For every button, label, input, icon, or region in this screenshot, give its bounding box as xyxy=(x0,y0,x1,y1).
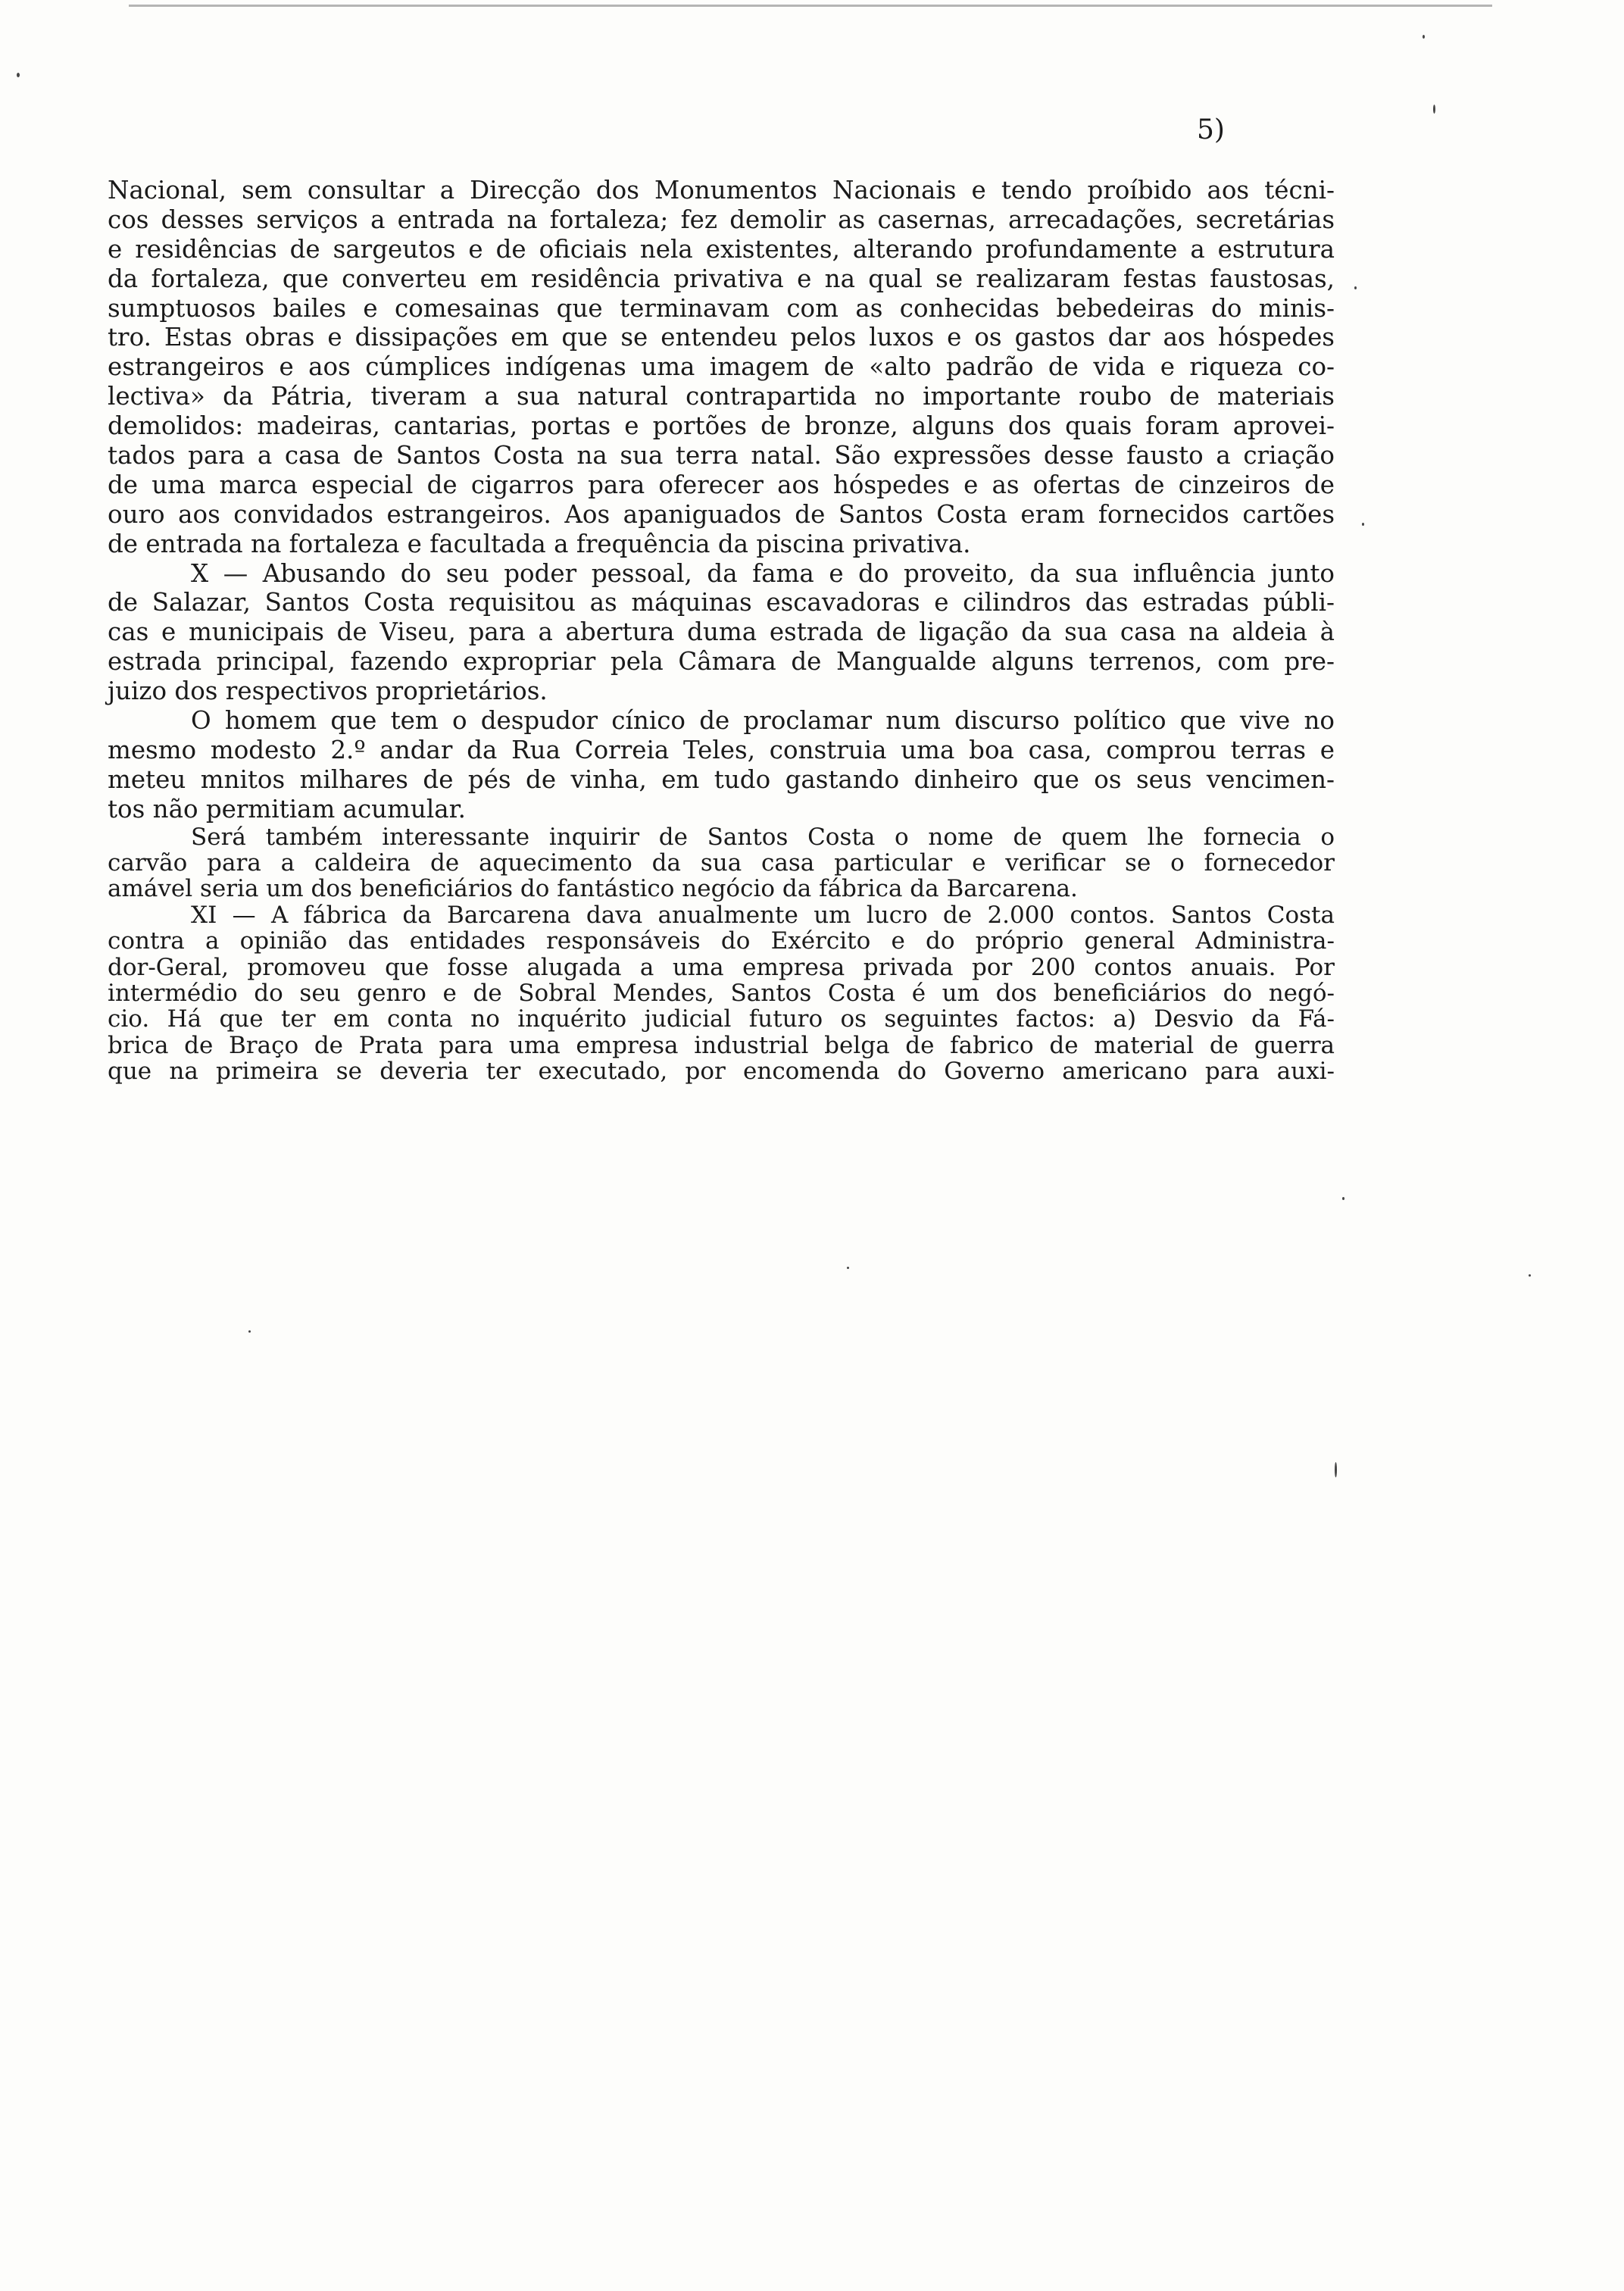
text-line: dor-Geral, promoveu que fosse alugada a uma empresa privada por 200 contos anuais. Por xyxy=(108,953,1335,981)
text-line: lectiva» da Pátria, tiveram a sua natural contrapartida no importante roubo de materiais xyxy=(108,382,1335,411)
text-line: juizo dos respectivos proprietários. xyxy=(108,677,548,706)
scan-speck xyxy=(1342,1197,1344,1200)
text-line: sumptuosos bailes e comesainas que terminavam com as conhecidas bebedeiras do minis- xyxy=(108,293,1335,323)
text-line: Nacional, sem consultar a Direcção dos Monumentos Nacionais e tendo proíbido aos técni- xyxy=(108,176,1335,205)
text-line: estrangeiros e aos cúmplices indígenas uma imagem de «alto padrão de vida e riqueza co- xyxy=(108,352,1335,382)
text-line: amável seria um dos beneficiários do fantástico negócio da fábrica da Barcarena. xyxy=(108,875,1078,903)
text-line: XI — A fábrica da Barcarena dava anualmente um lucro de 2.000 contos. Santos Costa xyxy=(191,901,1335,929)
scan-speck xyxy=(248,1330,251,1333)
document-body xyxy=(108,176,1335,1085)
text-line: cas e municipais de Viseu, para a abertura duma estrada de ligação da sua casa na aldeia à xyxy=(108,617,1335,647)
text-line: tados para a casa de Santos Costa na sua terra natal. São expressões desse fausto a criação xyxy=(108,441,1335,470)
text-line: X — Abusando do seu poder pessoal, da fama e do proveito, da sua influência junto xyxy=(191,558,1335,588)
text-line: tro. Estas obras e dissipações em que se entendeu pelos luxos e os gastos dar aos hóspedes xyxy=(108,323,1335,352)
text-line: que na primeira se deveria ter executado, por encomenda do Governo americano para auxi- xyxy=(108,1058,1335,1086)
scan-top-rule xyxy=(129,5,1492,7)
page-number: 5) xyxy=(1197,114,1225,145)
text-line: mesmo modesto 2.º andar da Rua Correia Teles, construia uma boa casa, comprou terras e xyxy=(108,735,1335,764)
text-line: de Salazar, Santos Costa requisitou as máquinas escavadoras e cilindros das estradas públi- xyxy=(108,588,1335,617)
text-line: tos não permitiam acumular. xyxy=(108,794,466,824)
text-line: brica de Braço de Prata para uma empresa industrial belga de fabrico de material de guerra xyxy=(108,1031,1335,1059)
text-line: intermédio do seu genro e de Sobral Mendes, Santos Costa é um dos beneficiários do negó- xyxy=(108,979,1335,1007)
text-line: cos desses serviços a entrada na fortaleza; fez demolir as casernas, arrecadações, secretárias xyxy=(108,205,1335,234)
text-line: cio. Há que ter em conta no inquérito judicial futuro os seguintes factos: a) Desvio da Fá- xyxy=(108,1005,1335,1033)
text-line: de entrada na fortaleza e facultada a frequência da piscina privativa. xyxy=(108,529,971,558)
text-line: estrada principal, fazendo expropriar pela Câmara de Mangualde alguns terrenos, com pre- xyxy=(108,647,1335,677)
paragraph xyxy=(108,824,1335,902)
text-line: contra a opinião das entidades responsáveis do Exército e do próprio general Administra- xyxy=(108,927,1335,955)
scan-speck xyxy=(1433,105,1435,114)
scan-speck xyxy=(1529,1274,1531,1277)
text-line: ouro aos convidados estrangeiros. Aos apaniguados de Santos Costa eram fornecidos cartões xyxy=(108,499,1335,529)
paragraph xyxy=(108,706,1335,824)
paragraph xyxy=(108,902,1335,1085)
text-line: Será também interessante inquirir de Santos Costa o nome de quem lhe fornecia o xyxy=(191,823,1335,851)
text-line: de uma marca especial de cigarros para oferecer aos hóspedes e as ofertas de cinzeiros de xyxy=(108,470,1335,499)
scan-speck xyxy=(1354,286,1357,289)
scan-speck xyxy=(1335,1462,1337,1477)
scan-speck xyxy=(17,73,20,77)
scan-speck xyxy=(1362,523,1364,526)
text-line: demolidos: madeiras, cantarias, portas e portões de bronze, alguns dos quais foram aprovei- xyxy=(108,411,1335,441)
text-line: da fortaleza, que converteu em residência privativa e na qual se realizaram festas faustosas, xyxy=(108,264,1335,293)
paragraph xyxy=(108,176,1335,559)
text-line: e residências de sargeutos e de oficiais nela existentes, alterando profundamente a estrutura xyxy=(108,234,1335,264)
paragraph xyxy=(108,559,1335,706)
text-line: carvão para a caldeira de aquecimento da sua casa particular e verificar se o fornecedor xyxy=(108,849,1335,877)
text-line: meteu mnitos milhares de pés de vinha, em tudo gastando dinheiro que os seus vencimen- xyxy=(108,764,1335,794)
scan-speck xyxy=(847,1267,849,1269)
scan-speck xyxy=(1423,35,1425,39)
text-line: O homem que tem o despudor cínico de proclamar num discurso político que vive no xyxy=(191,706,1335,736)
